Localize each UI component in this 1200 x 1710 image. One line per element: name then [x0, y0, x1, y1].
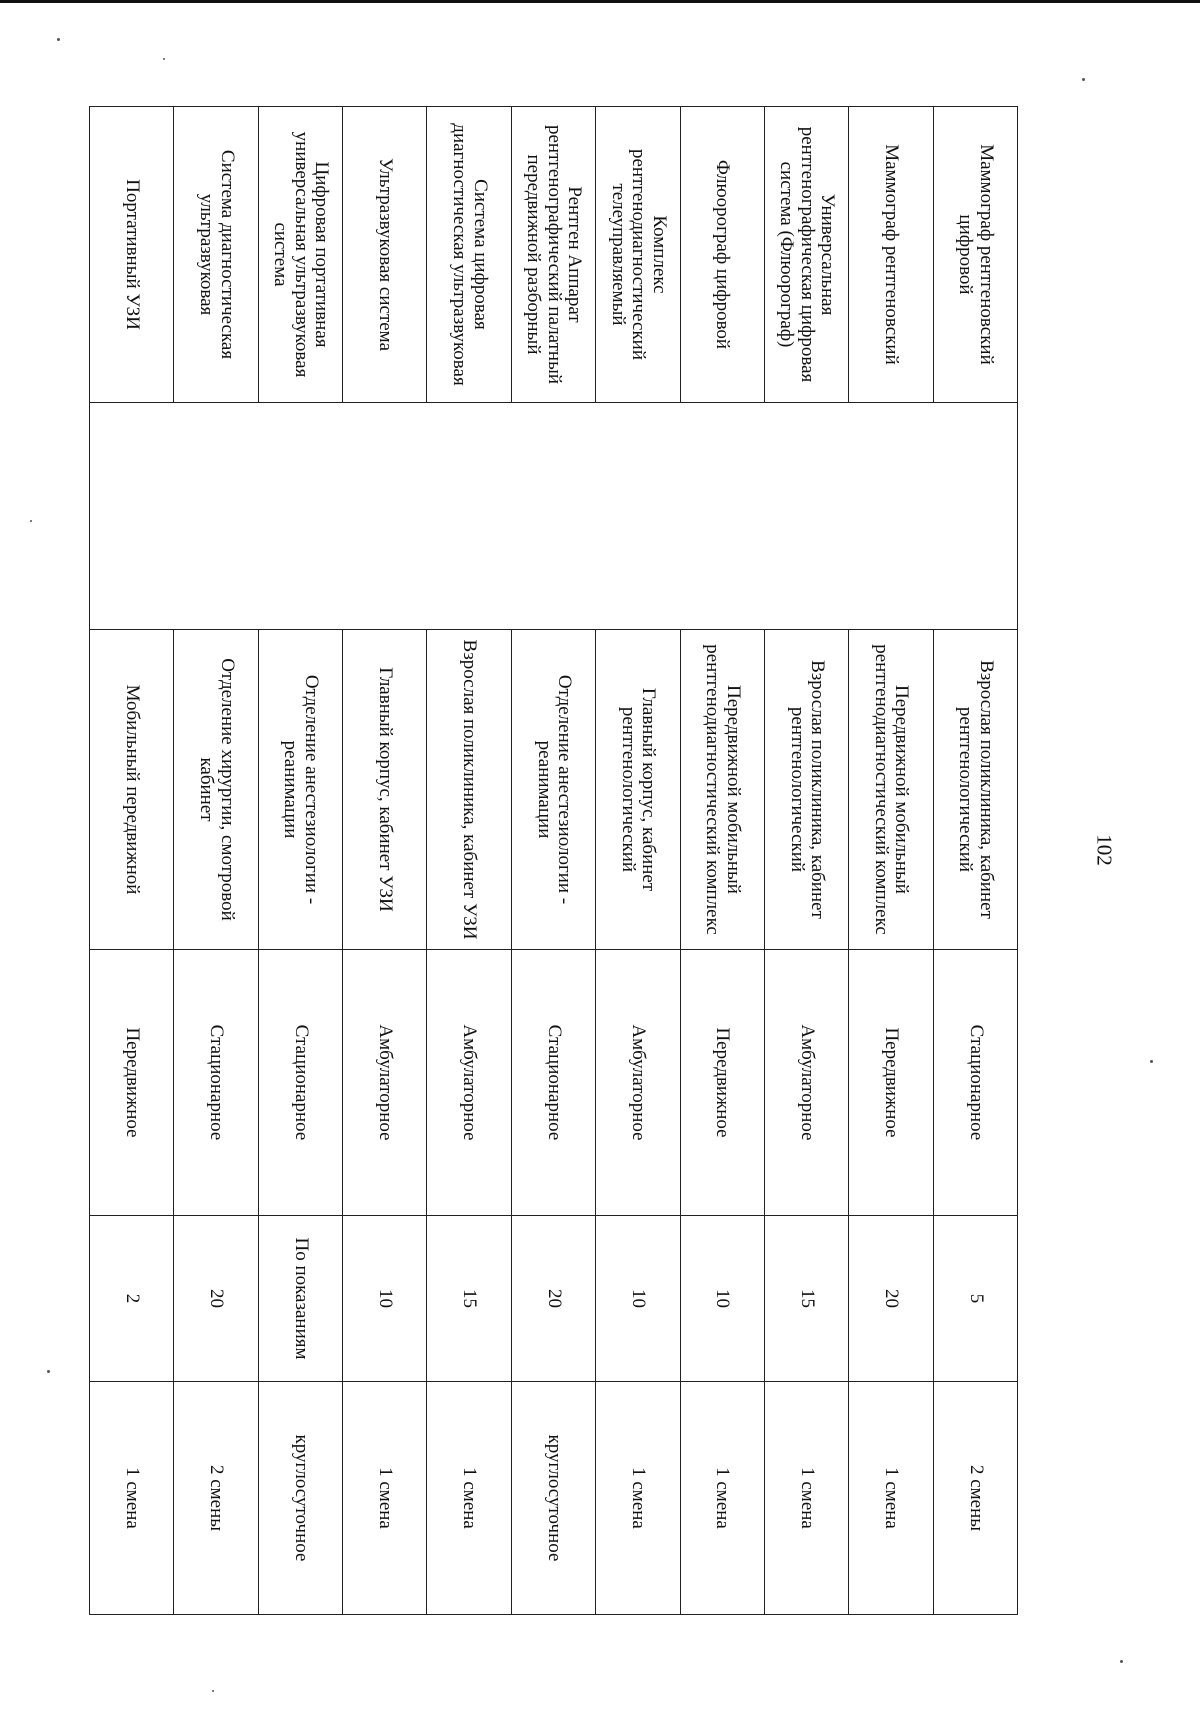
- rotated-sheet: [90, 106, 1018, 1614]
- table-row: [933, 107, 1017, 1615]
- cell-name: Портативный УЗИ: [90, 107, 174, 403]
- cell-count: 10: [596, 1216, 680, 1382]
- cell-name: Ультразвуковая система: [343, 107, 427, 403]
- cell-name: Система диагностическая ультразвуковая: [174, 107, 258, 403]
- cell-location: Взрослая поликлиника, кабинет рентгенологический: [933, 630, 1017, 950]
- cell-count: 20: [849, 1216, 933, 1382]
- top-border-line: [0, 0, 1200, 3]
- cell-count: 20: [174, 1216, 258, 1382]
- scan-speck: [212, 1690, 214, 1692]
- cell-name: Комплекс рентгенодиагностический телеуправляемый: [596, 107, 680, 403]
- cell-type: Стационарное: [174, 950, 258, 1216]
- cell-name: Универсальная рентгенографическая цифровая система (Флюорограф): [764, 107, 848, 403]
- cell-count: 10: [680, 1216, 764, 1382]
- table-row: [511, 107, 595, 1615]
- cell-type: Передвижное: [90, 950, 174, 1216]
- cell-type: Стационарное: [258, 950, 342, 1216]
- cell-count: 15: [427, 1216, 511, 1382]
- cell-shifts: 1 смена: [764, 1382, 848, 1615]
- cell-location: Взрослая поликлиника, кабинет рентгенологический: [764, 630, 848, 950]
- cell-location: Отделение хирургии, смотровой кабинет: [174, 630, 258, 950]
- scan-speck: [1120, 1660, 1123, 1663]
- cell-location: Отделение анестезиологии - реанимации: [258, 630, 342, 950]
- cell-shifts: 2 смены: [174, 1382, 258, 1615]
- cell-name: Рентген Аппарат рентгенографический палатный передвижной разборный: [511, 107, 595, 403]
- document-area: [90, 106, 1018, 1614]
- cell-location: Передвижной мобильный рентгенодиагностический комплекс: [680, 630, 764, 950]
- cell-count: 2: [90, 1216, 174, 1382]
- table-body: [90, 107, 1018, 1615]
- table-row: [343, 107, 427, 1615]
- table-row: [427, 107, 511, 1615]
- table-row: [174, 107, 258, 1615]
- cell-location: Отделение анестезиологии - реанимации: [511, 630, 595, 950]
- cell-type: Амбулаторное: [343, 950, 427, 1216]
- cell-location: Главный корпус, кабинет УЗИ: [343, 630, 427, 950]
- table-row: [90, 107, 174, 1615]
- cell-type: Амбулаторное: [427, 950, 511, 1216]
- cell-name: Маммограф рентгеновский: [849, 107, 933, 403]
- table-row: [258, 107, 342, 1615]
- cell-count: 15: [764, 1216, 848, 1382]
- page-number: 102: [1092, 834, 1117, 866]
- cell-type: Передвижное: [849, 950, 933, 1216]
- cell-shifts: круглосуточное: [258, 1382, 342, 1615]
- cell-shifts: 1 смена: [596, 1382, 680, 1615]
- scan-speck: [1150, 1060, 1153, 1063]
- scan-speck: [30, 520, 32, 522]
- cell-type: Стационарное: [933, 950, 1017, 1216]
- scan-speck: [57, 38, 60, 41]
- table-row: [680, 107, 764, 1615]
- table-row: [596, 107, 680, 1615]
- cell-type: Амбулаторное: [764, 950, 848, 1216]
- cell-count: 5: [933, 1216, 1017, 1382]
- cell-shifts: 1 смена: [680, 1382, 764, 1615]
- cell-location: Передвижной мобильный рентгенодиагностический комплекс: [849, 630, 933, 950]
- blank-cell: [90, 403, 1018, 630]
- cell-name: Флюорограф цифровой: [680, 107, 764, 403]
- cell-shifts: 2 смены: [933, 1382, 1017, 1615]
- cell-shifts: круглосуточное: [511, 1382, 595, 1615]
- table-row: [849, 107, 933, 1615]
- cell-count: 10: [343, 1216, 427, 1382]
- cell-type: Амбулаторное: [596, 950, 680, 1216]
- cell-name: Система цифровая диагностическая ультразвуковая: [427, 107, 511, 403]
- cell-location: Взрослая поликлиника, кабинет УЗИ: [427, 630, 511, 950]
- cell-shifts: 1 смена: [427, 1382, 511, 1615]
- cell-name: Маммограф рентгеновский цифровой: [933, 107, 1017, 403]
- table-row: [764, 107, 848, 1615]
- scan-speck: [1082, 78, 1085, 81]
- scan-speck: [163, 58, 165, 60]
- cell-name: Цифровая портативная универсальная ультразвуковая система: [258, 107, 342, 403]
- cell-location: Главный корпус, кабинет рентгенологический: [596, 630, 680, 950]
- cell-shifts: 1 смена: [90, 1382, 174, 1615]
- equipment-table: [89, 106, 1018, 1615]
- scan-speck: [47, 1370, 50, 1373]
- cell-shifts: 1 смена: [343, 1382, 427, 1615]
- cell-location: Мобильный передвижной: [90, 630, 174, 950]
- cell-shifts: 1 смена: [849, 1382, 933, 1615]
- cell-count: По показаниям: [258, 1216, 342, 1382]
- cell-type: Передвижное: [680, 950, 764, 1216]
- cell-count: 20: [511, 1216, 595, 1382]
- cell-type: Стационарное: [511, 950, 595, 1216]
